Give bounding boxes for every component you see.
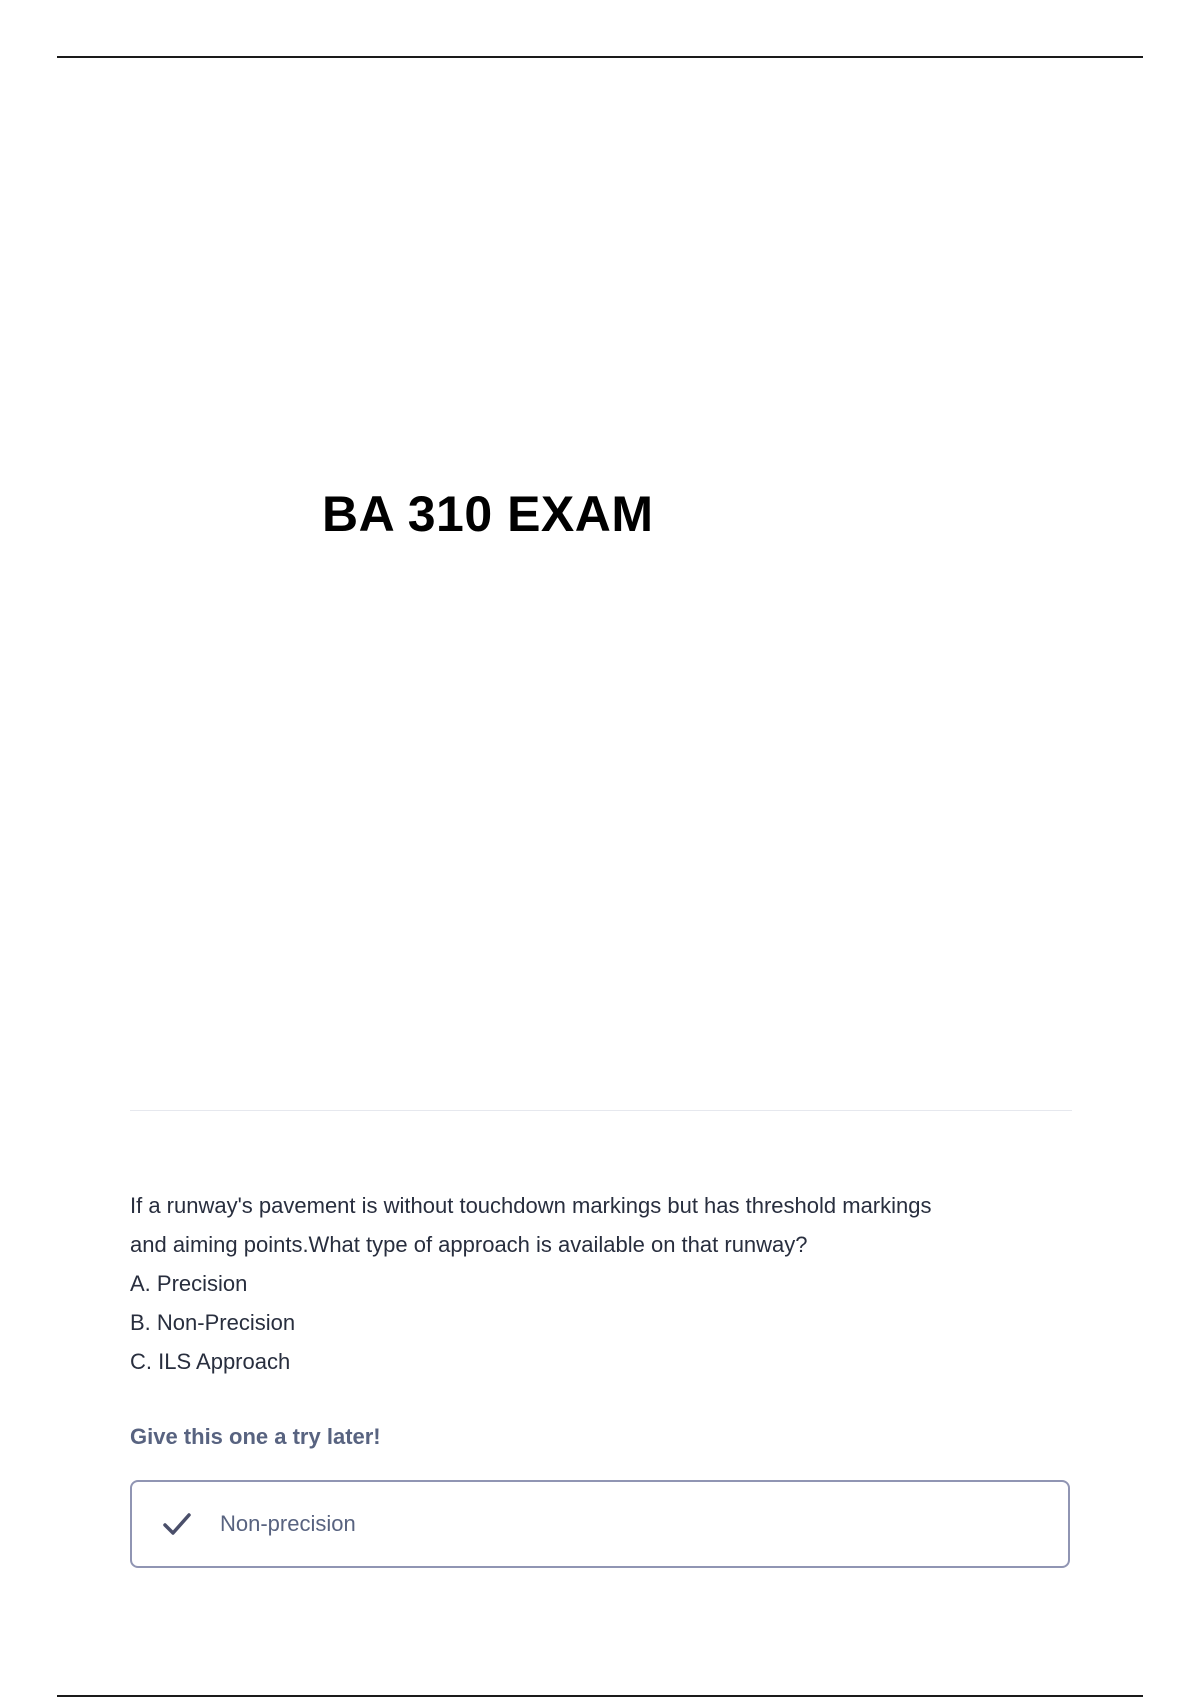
question-block	[130, 1186, 1070, 1381]
bottom-rule	[57, 1695, 1143, 1697]
try-later-prompt: Give this one a try later!	[130, 1424, 381, 1449]
document-title: BA 310 EXAM	[322, 486, 654, 542]
check-icon	[160, 1507, 194, 1541]
top-rule	[57, 56, 1143, 58]
question-text-line-1: If a runway's pavement is without touchdown markings but has threshold markings	[130, 1193, 932, 1218]
answer-text: Non-precision	[220, 1511, 356, 1536]
question-text	[130, 1186, 1070, 1264]
section-divider	[130, 1110, 1072, 1111]
option-c: C. ILS Approach	[130, 1349, 291, 1374]
answer-options	[130, 1264, 1070, 1381]
option-a: A. Precision	[130, 1271, 248, 1296]
option-b: B. Non-Precision	[130, 1310, 296, 1335]
answer-card	[130, 1480, 1070, 1568]
question-text-line-2: and aiming points.What type of approach is available on that runway?	[130, 1232, 808, 1257]
